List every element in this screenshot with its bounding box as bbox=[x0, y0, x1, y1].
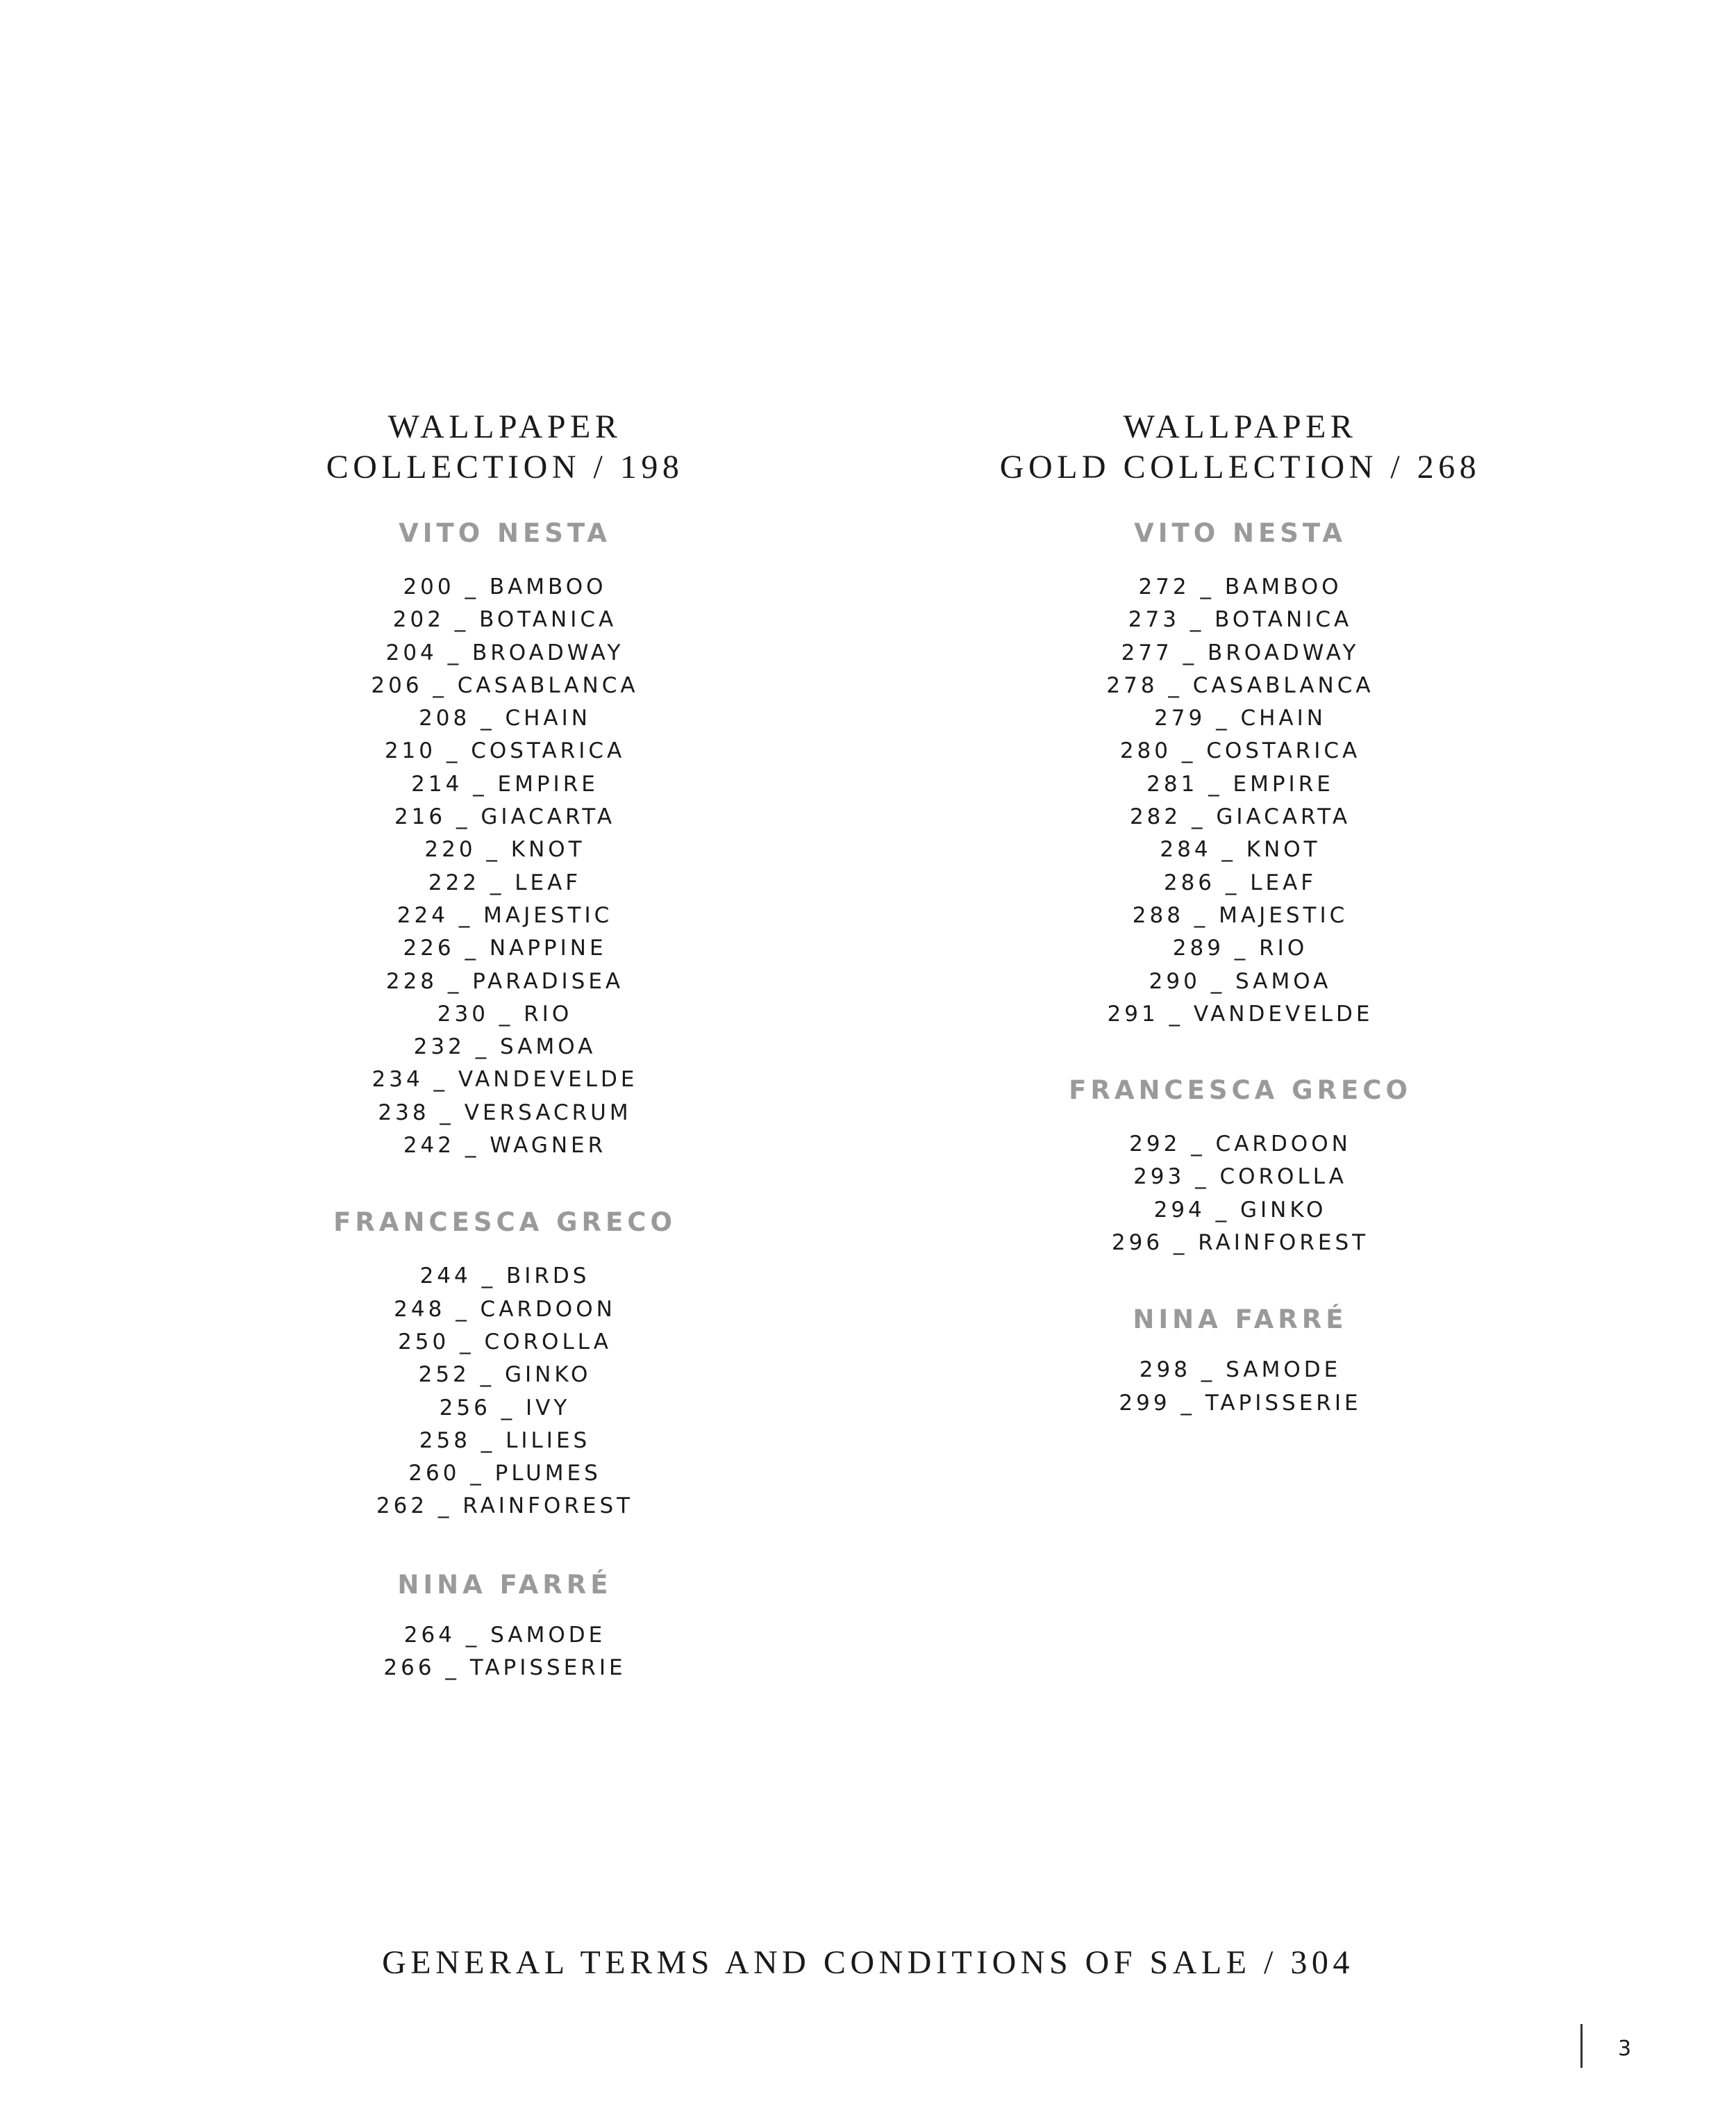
list-item[interactable]: 272 _ BAMBOO bbox=[1138, 574, 1342, 599]
section-title: VITO NESTA bbox=[1134, 518, 1346, 548]
right-column bbox=[893, 407, 1587, 1420]
section-title: VITO NESTA bbox=[399, 518, 611, 548]
list-item[interactable]: 296 _ RAINFOREST bbox=[1111, 1230, 1369, 1256]
list-item[interactable]: 206 _ CASABLANCA bbox=[371, 672, 639, 698]
entry-list bbox=[158, 1260, 852, 1523]
list-item[interactable]: 298 _ SAMODE bbox=[1139, 1357, 1342, 1383]
list-item[interactable]: 226 _ NAPPINE bbox=[403, 936, 607, 961]
list-item[interactable]: 294 _ GINKO bbox=[1153, 1197, 1327, 1222]
list-item[interactable]: 277 _ BROADWAY bbox=[1121, 640, 1360, 665]
terms-and-conditions-link[interactable]: GENERAL TERMS AND CONDITIONS OF SALE / 304 bbox=[382, 1944, 1354, 1981]
left-section-francesca-greco bbox=[158, 1207, 852, 1523]
list-item[interactable]: 224 _ MAJESTIC bbox=[397, 902, 613, 928]
left-section-nina-farre bbox=[158, 1569, 852, 1685]
list-item[interactable]: 279 _ CHAIN bbox=[1154, 706, 1326, 731]
list-item[interactable]: 204 _ BROADWAY bbox=[385, 640, 624, 665]
list-item[interactable]: 292 _ CARDOON bbox=[1129, 1132, 1351, 1157]
list-item[interactable]: 220 _ KNOT bbox=[424, 837, 585, 863]
section-title: FRANCESCA GRECO bbox=[333, 1207, 676, 1238]
list-item[interactable]: 284 _ KNOT bbox=[1160, 837, 1321, 863]
right-column-title-line1: WALLPAPER bbox=[1123, 408, 1358, 445]
list-item[interactable]: 248 _ CARDOON bbox=[394, 1296, 616, 1322]
list-item[interactable]: 290 _ SAMOA bbox=[1149, 968, 1332, 994]
list-item[interactable]: 286 _ LEAF bbox=[1163, 870, 1317, 895]
list-item[interactable]: 262 _ RAINFOREST bbox=[376, 1493, 634, 1519]
list-item[interactable]: 256 _ IVY bbox=[439, 1395, 571, 1420]
section-title: NINA FARRÉ bbox=[1133, 1304, 1348, 1335]
list-item[interactable]: 281 _ EMPIRE bbox=[1146, 771, 1334, 797]
list-item[interactable]: 230 _ RIO bbox=[437, 1001, 573, 1027]
list-item[interactable]: 214 _ EMPIRE bbox=[411, 771, 599, 797]
entry-list bbox=[158, 571, 852, 1162]
right-section-francesca-greco bbox=[893, 1075, 1587, 1259]
entry-list bbox=[158, 1619, 852, 1685]
list-item[interactable]: 291 _ VANDEVELDE bbox=[1107, 1001, 1374, 1027]
page-number-divider bbox=[1580, 2024, 1583, 2068]
list-item[interactable]: 299 _ TAPISSERIE bbox=[1119, 1390, 1362, 1416]
list-item[interactable]: 232 _ SAMOA bbox=[413, 1034, 596, 1060]
list-item[interactable]: 216 _ GIACARTA bbox=[394, 804, 616, 830]
list-item[interactable]: 278 _ CASABLANCA bbox=[1106, 672, 1374, 698]
list-item[interactable]: 208 _ CHAIN bbox=[419, 706, 591, 731]
list-item[interactable]: 202 _ BOTANICA bbox=[392, 607, 617, 633]
left-column bbox=[158, 407, 852, 1684]
entry-list bbox=[893, 1354, 1587, 1420]
list-item[interactable]: 250 _ COROLLA bbox=[398, 1329, 612, 1354]
list-item[interactable]: 273 _ BOTANICA bbox=[1128, 607, 1353, 633]
right-section-nina-farre bbox=[893, 1304, 1587, 1420]
list-item[interactable]: 280 _ COSTARICA bbox=[1119, 738, 1361, 764]
list-item[interactable]: 222 _ LEAF bbox=[428, 870, 582, 895]
list-item[interactable]: 264 _ SAMODE bbox=[403, 1622, 606, 1648]
right-column-title-line2: GOLD COLLECTION / 268 bbox=[999, 449, 1481, 486]
section-title: NINA FARRÉ bbox=[397, 1569, 612, 1600]
entry-list bbox=[893, 1128, 1587, 1259]
list-item[interactable]: 252 _ GINKO bbox=[418, 1362, 592, 1388]
list-item[interactable]: 228 _ PARADISEA bbox=[385, 968, 624, 994]
list-item[interactable]: 234 _ VANDEVELDE bbox=[372, 1067, 638, 1093]
list-item[interactable]: 238 _ VERSACRUM bbox=[378, 1100, 632, 1125]
list-item[interactable]: 282 _ GIACARTA bbox=[1129, 804, 1351, 830]
list-item[interactable]: 266 _ TAPISSERIE bbox=[383, 1655, 626, 1681]
page-number: 3 bbox=[1618, 2037, 1632, 2061]
list-item[interactable]: 260 _ PLUMES bbox=[408, 1461, 601, 1486]
list-item[interactable]: 210 _ COSTARICA bbox=[384, 738, 626, 764]
list-item[interactable]: 200 _ BAMBOO bbox=[403, 574, 607, 599]
left-column-title-line1: WALLPAPER bbox=[387, 408, 622, 445]
list-item[interactable]: 242 _ WAGNER bbox=[403, 1133, 607, 1159]
list-item[interactable]: 244 _ BIRDS bbox=[419, 1263, 590, 1289]
left-section-vito-nesta bbox=[158, 517, 852, 1162]
right-section-vito-nesta bbox=[893, 517, 1587, 1031]
list-item[interactable]: 258 _ LILIES bbox=[419, 1427, 591, 1453]
list-item[interactable]: 289 _ RIO bbox=[1172, 936, 1308, 961]
left-column-title-line2: COLLECTION / 198 bbox=[326, 449, 684, 486]
section-title: FRANCESCA GRECO bbox=[1069, 1075, 1412, 1106]
entry-list bbox=[893, 571, 1587, 1031]
list-item[interactable]: 293 _ COROLLA bbox=[1133, 1164, 1347, 1190]
list-item[interactable]: 288 _ MAJESTIC bbox=[1132, 902, 1349, 928]
